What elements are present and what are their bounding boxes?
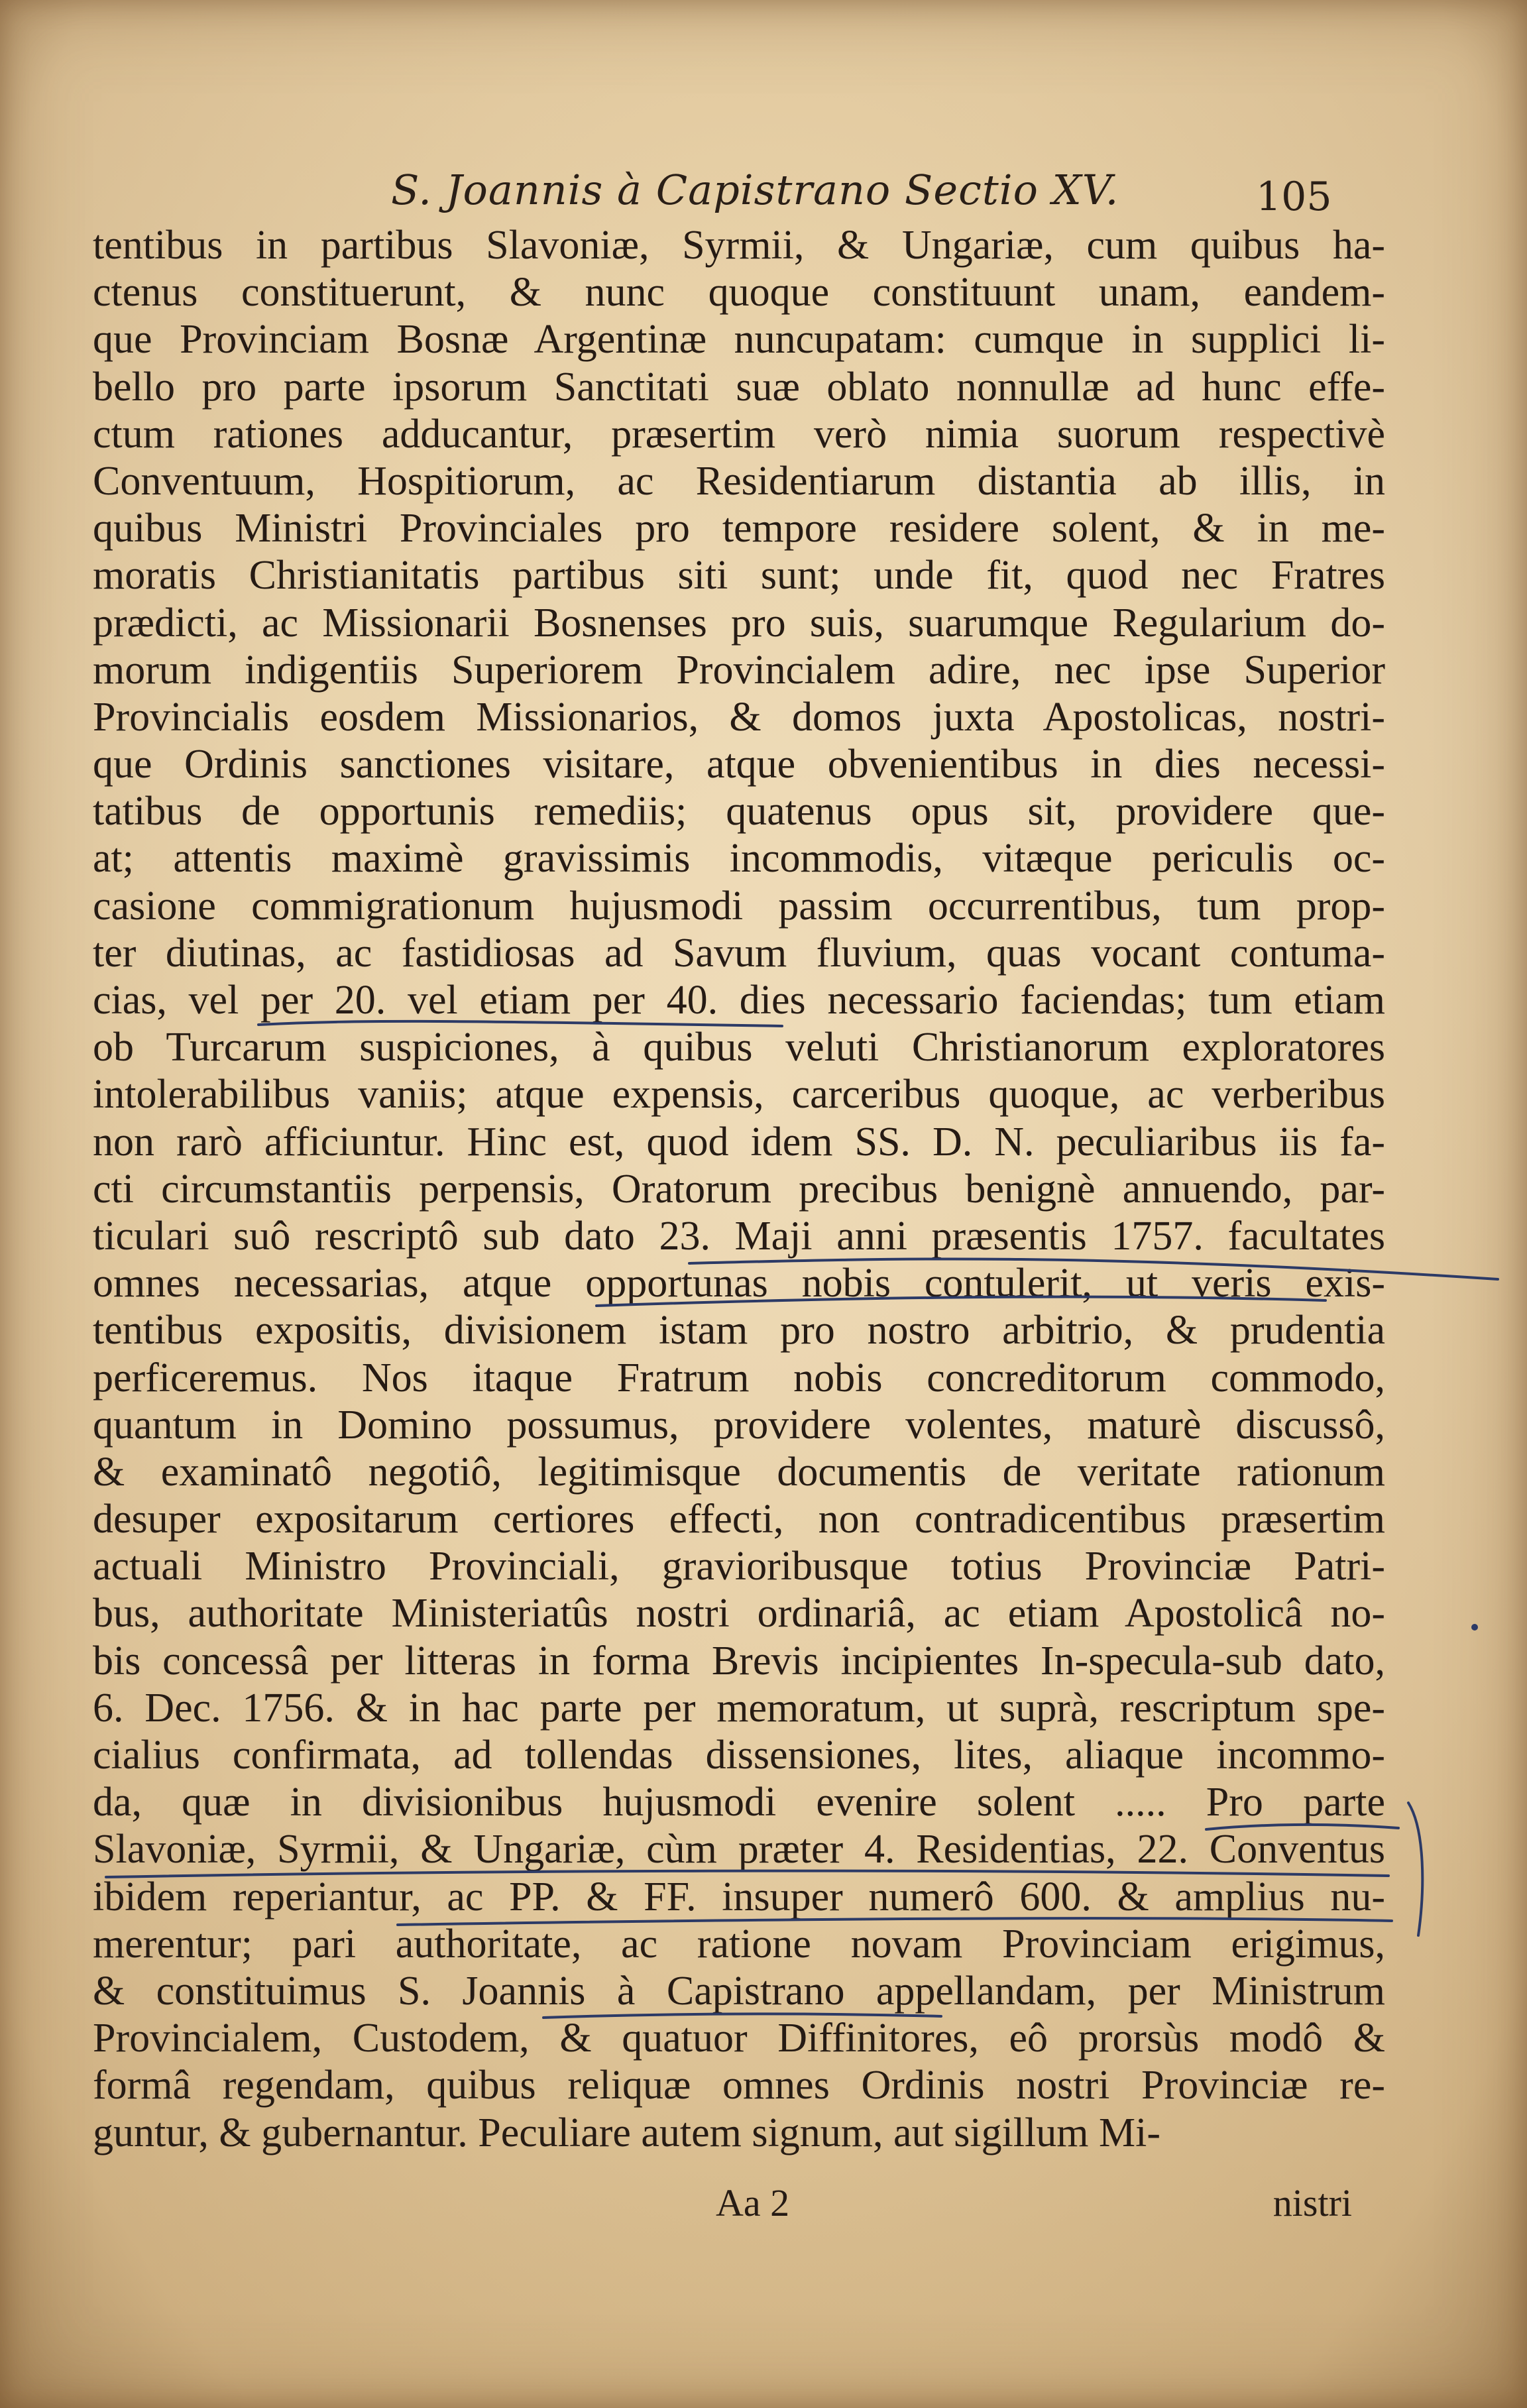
text-line: cialius confirmata, ad tollendas dissensiones, lites, aliaque incommo- [93,1733,1385,1778]
text-line: actuali Ministro Provinciali, gravioribusque totius Provinciæ Patri- [93,1544,1385,1589]
text-line: ctenus constituerunt, & nunc quoque constituunt unam, eandem- [93,270,1385,315]
text-line: at; attentis maximè gravissimis incommodis, vitæque periculis oc- [93,836,1385,882]
text-line: quantum in Domino possumus, providere volentes, maturè discussô, [93,1402,1385,1448]
text-line: & constituimus S. Joannis à Capistrano appellandam, per Ministrum [93,1968,1385,2014]
text-line: non rarò afficiuntur. Hinc est, quod idem SS. D. N. peculiaribus iis fa- [93,1119,1385,1165]
text-line: quibus Ministri Provinciales pro tempore residere solent, & in me- [93,506,1385,551]
text-line: prædicti, ac Missionarii Bosnenses pro suis, suarumque Regularium do- [93,600,1385,646]
text-line: Provincialem, Custodem, & quatuor Diffinitores, eô prorsùs modô & [93,2016,1385,2061]
text-line: desuper expositarum certiores effecti, non contradicentibus præsertim [93,1497,1385,1542]
text-line: Conventuum, Hospitiorum, ac Residentiarum distantia ab illis, in [93,458,1385,504]
text-line: ter diutinas, ac fastidiosas ad Savum fluvium, quas vocant contuma- [93,930,1385,976]
text-line: omnes necessarias, atque opportunas nobis contulerit, ut veris exis- [93,1261,1385,1306]
text-line: & examinatô negotiô, legitimisque documentis de veritate rationum [93,1449,1385,1495]
text-line: tentibus expositis, divisionem istam pro nostro arbitrio, & prudentia [93,1308,1385,1353]
text-line: cias, vel per 20. vel etiam per 40. dies necessario faciendas; tum etiam [93,978,1385,1023]
text-line: bus, authoritate Ministeriatûs nostri ordinariâ, ac etiam Apostolicâ no- [93,1591,1385,1636]
text-line: casione commigrationum hujusmodi passim occurrentibus, tum prop- [93,883,1385,929]
margin-dot-mark [1471,1624,1478,1631]
text-line: morum indigentiis Superiorem Provincialem adire, nec ipse Superior [93,647,1385,693]
page-number: 105 [1256,174,1332,220]
text-line: ob Turcarum suspiciones, à quibus veluti Christianorum exploratores [93,1025,1385,1070]
text-line: formâ regendam, quibus reliquæ omnes Ordinis nostri Provinciæ re- [93,2063,1385,2108]
text-line: moratis Christianitatis partibus siti sunt; unde fit, quod nec Fratres [93,553,1385,599]
page-footer [716,2181,1352,2234]
text-line: bis concessâ per litteras in forma Brevis incipientes In-specula-sub dato, [93,1638,1385,1684]
signature-mark: Aa 2 [716,2181,790,2224]
text-line: que Ordinis sanctiones visitare, atque obvenientibus in dies necessi- [93,742,1385,787]
text-line: bello pro parte ipsorum Sanctitati suæ oblato nonnullæ ad hunc effe- [93,364,1385,410]
text-line: que Provinciam Bosnæ Argentinæ nuncupatam: cumque in supplici li- [93,317,1385,363]
text-line: ticulari suô rescriptô sub dato 23. Maji anni præsentis 1757. facultates [93,1213,1385,1259]
text-line: ibidem reperiantur, ac PP. & FF. insuper numerô 600. & amplius nu- [93,1874,1385,1920]
text-line: tatibus de opportunis remediis; quatenus opus sit, providere que- [93,789,1385,834]
catchword: nistri [1272,2181,1352,2224]
text-line: intolerabilibus vaniis; atque expensis, carceribus quoque, ac verberibus [93,1072,1385,1118]
running-head: S. Joannis à Capistrano Sectio XV. [391,166,1119,214]
text-line: tentibus in partibus Slavoniæ, Syrmii, & Ungariæ, cum quibus ha- [93,223,1385,268]
text-line: merentur; pari authoritate, ac ratione novam Provinciam erigimus, [93,1921,1385,1967]
text-line: cti circumstantiis perpensis, Oratorum precibus benignè annuendo, par- [93,1166,1385,1212]
margin-bracket-mark [1408,1803,1422,1935]
text-line: 6. Dec. 1756. & in hac parte per memoratum, ut suprà, rescriptum spe- [93,1685,1385,1731]
text-line: da, quæ in divisionibus hujusmodi evenire solent ..... Pro parte [93,1780,1385,1825]
body-text [93,222,1385,2157]
text-line: guntur, & gubernantur. Peculiare autem signum, aut sigillum Mi- [93,2110,1160,2155]
text-line: Slavoniæ, Syrmii, & Ungariæ, cùm præter 4. Residentias, 22. Conventus [93,1827,1385,1872]
text-line: ctum rationes adducantur, præsertim verò nimia suorum respectivè [93,411,1385,457]
text-line: Provincialis eosdem Missionarios, & domos juxta Apostolicas, nostri- [93,694,1385,740]
text-line: perficeremus. Nos itaque Fratrum nobis concreditorum commodo, [93,1355,1385,1401]
